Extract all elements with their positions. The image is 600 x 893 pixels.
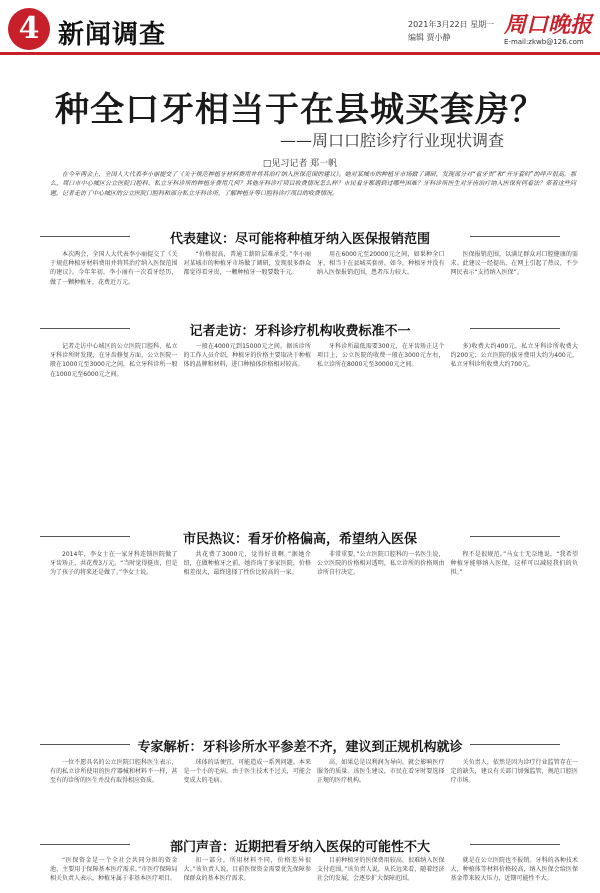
- text-column: “价格很高，普通工薪阶层难承受。”李小丽对某城市的种植牙市场做了调研，发现很多群众都觉得看牙贵，一颗种植牙一般要数千元。: [183, 251, 311, 277]
- section-heading: [0, 318, 600, 338]
- heading-rule: [470, 328, 560, 329]
- article-headline: 种全口牙相当于在县城买套房？: [55, 90, 545, 130]
- section-title: 市民热议：看牙价格偏高，希望纳入医保: [182, 532, 417, 547]
- text-column: 程不是很规范。”马女士无奈地说，“我希望种植牙能够纳入医保，这样可以减轻我们的负担。”: [450, 551, 578, 577]
- section-body: [50, 550, 578, 728]
- paper-email: E-mail:zkwb@126.com: [504, 38, 584, 46]
- text-column: 目前种植牙的医保费用较高，很难纳入医保支付范围。”该负责人说，从长远来看，随着经济社会的发展，会逐步扩大保障范围。: [317, 857, 445, 883]
- text-column: 牙科诊所最低需要300元，在牙齿矫正这个项目上，公立医院的收费一般在3000元左右，私立诊所在8000元至30000元之间。: [317, 343, 445, 369]
- masthead: [0, 0, 600, 60]
- article-lead: 在今年两会上，全国人大代表李小丽提交了《关于规范种植牙材料费用并将其治疗纳入医保范围的建议》。她对某城市的种植牙市场做了调研，发现部分对“看牙贵”和“开牙套时”的呼声很高。那么，周口市中心城区公立医院口腔科、私立牙科诊所的种植牙费用几何？其他牙科诊疗项目收费情况怎么样？市民看牙都遇到过哪些困难？牙科诊所医生对牙齿治疗纳入医保有何看法？带着这些问题，记者走访了中心城区的公立医院口腔科和部分私立牙科诊所，了解种植牙等口腔科诊疗项目的收费情况。: [50, 171, 576, 197]
- text-column: 医保报销范围，以满足群众对口腔健康的需求。此建议一经提出，在网上引起了热议，不少网民表示“支持纳入医保”。: [450, 251, 578, 277]
- heading-rule: [470, 844, 560, 845]
- section-body: [50, 342, 578, 520]
- article-byline: □见习记者 郑一帆: [262, 159, 338, 169]
- text-column: 关负责人，依然是因为诊疗行业监管存在一定的缺失，建议有关部门加强监管，规范口腔医疗市场。: [450, 759, 578, 785]
- header-divider: [0, 52, 600, 55]
- issue-date: 2021年3月22日 星期一: [408, 20, 495, 29]
- section-name: 新闻调查: [58, 20, 167, 50]
- paper-logo: 周口晚报: [504, 12, 593, 38]
- section-title: 代表建议：尽可能将种植牙纳入医保报销范围: [169, 232, 430, 247]
- section-heading: [0, 834, 600, 854]
- text-column: 2014年，李女士在一家牙科连锁医院做了牙齿矫正，共花费3万元。“当时觉得挺贵，但是为了孩子的将来还是做了。”李女士说。: [50, 551, 178, 577]
- text-column: 扣一部分。所用材料不同，价格差异很大。”该负责人说，目前医保资金需要优先保障参保群众的基本医疗需求。: [183, 857, 311, 883]
- heading-rule: [470, 536, 560, 537]
- article-subhead: ——周口口腔诊疗行业现状调查: [280, 131, 505, 150]
- text-column: 就是在公立医院也不报销。牙科的各种技术大，种植体等材料价格较高，纳入医保会给医保基金带来较大压力，近期可能性不大。: [450, 857, 578, 883]
- section-title: 专家解析：牙科诊所水平参差不齐，建议到正规机构就诊: [137, 740, 463, 755]
- section-heading: [0, 734, 600, 754]
- text-column: 一般在4000元到15000元之间。据该诊所的工作人员介绍，种植牙的价格主要取决于种植体的品牌和材料，进口种植体价格相对较高。: [183, 343, 311, 369]
- section-heading: [0, 226, 600, 246]
- section-body: [50, 856, 578, 892]
- section-body: [50, 250, 578, 310]
- text-column: 多)收费大约400元，私立牙科诊所收费大约200元；公立医院的拔牙费用大约为400元，私立牙科诊所收费大约700元。: [450, 343, 578, 369]
- section-body: [50, 758, 578, 830]
- text-column: 本次两会，全国人大代表李小丽提交了《关于规范种植牙材料费用并将其治疗纳入医保范围的建议》。今年年初，李小丽有一次看牙经历，做了一颗种植牙，花费近万元。: [50, 251, 178, 286]
- text-column: 记者走访中心城区的公立医院口腔科、私立牙科诊所时发现，在牙齿修复方面，公立医院一般在1000元至3000元之间，私立牙科诊所一般在1000元至6000元之间。: [50, 343, 178, 378]
- text-column: 共花费了3000元，觉得好贵啊。”据她介绍，在做种植牙之前，她咨询了多家医院，价格相差很大，最终选择了性价比较高的一家。: [183, 551, 311, 577]
- section-heading: [0, 526, 600, 546]
- text-column: 非常重要。”公立医院口腔科的一名医生说，公立医院的价格相对透明，私立诊所的价格则由诊所自行决定。: [317, 551, 445, 577]
- section-title: 记者走访：牙科诊疗机构收费标准不一: [189, 324, 411, 339]
- issue-info: [408, 18, 494, 44]
- text-column: 球体的话便宜，可能造成一系列问题。本来是一个小的毛病，由于医生技术不过关，可能会变成大的毛病。: [183, 759, 311, 785]
- heading-rule: [470, 236, 560, 237]
- text-column: 一位不愿具名的公立医院口腔科医生表示，有的私立诊所使用的医疗器械和材料不一样，甚至有的诊所的医生并没有取得相应资质。: [50, 759, 178, 785]
- issue-editor: 编辑 贾小静: [408, 33, 451, 42]
- heading-rule: [470, 744, 560, 745]
- text-column: 用在6000元至20000元之间，如果种全口牙，相当于在县城买套房。如今，种植牙并没有纳入医保报销范围，患者压力较大。: [317, 251, 445, 277]
- section-title: 部门声音：近期把看牙纳入医保的可能性不大: [169, 840, 430, 855]
- text-column: 高，如果总是以利润为导向，就会影响医疗服务的质量。该医生建议，市民在看牙时要选择正规的医疗机构。: [317, 759, 445, 785]
- page-number: 4: [8, 8, 50, 50]
- text-column: “医保资金是一个全社会共同分担的资金池，主要用于保障基本医疗需求。”市医疗保障局相关负责人表示，种植牙属于非基本医疗项目。: [50, 857, 178, 883]
